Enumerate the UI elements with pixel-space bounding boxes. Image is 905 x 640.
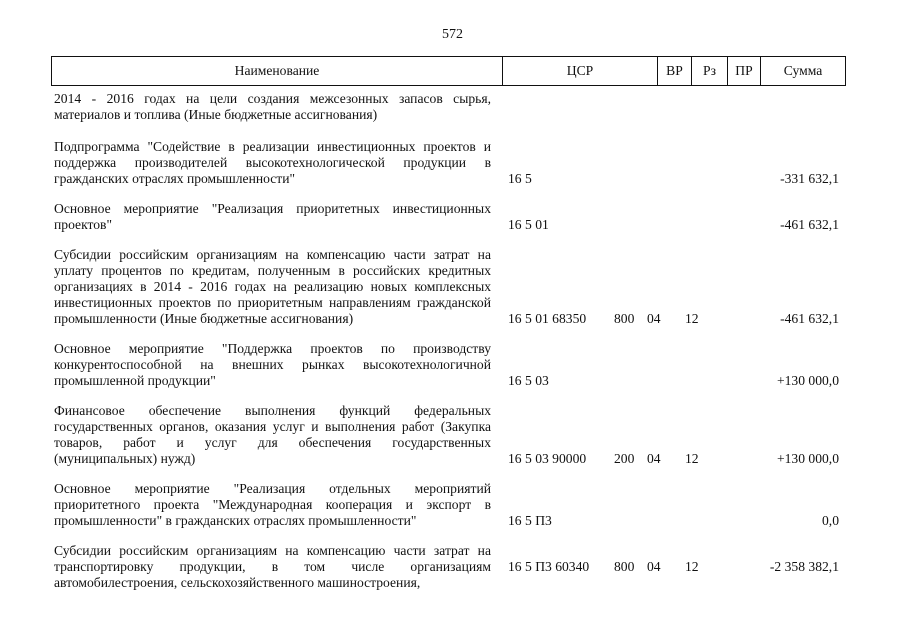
row-sum: -331 632,1 xyxy=(780,171,839,186)
table-body xyxy=(0,91,905,605)
row-name: Основное мероприятие "Поддержка проектов по производству конкурентоспособной на внешних рынках высокотехнологичной промышленной продукции" xyxy=(54,341,491,388)
row-vr: 800 xyxy=(614,311,635,326)
table-row xyxy=(0,91,905,123)
table-row xyxy=(0,139,905,187)
row-rz: 04 xyxy=(647,559,661,574)
row-sum: -461 632,1 xyxy=(780,217,839,232)
row-csr: 16 5 01 xyxy=(508,217,549,232)
header-name: Наименование xyxy=(234,63,320,78)
row-sum: +130 000,0 xyxy=(776,373,839,388)
header-vr: ВР xyxy=(657,57,691,85)
header-pr: ПР xyxy=(727,57,760,85)
row-sum: 0,0 xyxy=(822,513,839,528)
row-sum: -2 358 382,1 xyxy=(769,559,839,574)
row-name: Основное мероприятие "Реализация приоритетных инвестиционных проектов" xyxy=(54,201,491,232)
table-row xyxy=(0,247,905,327)
table-row xyxy=(0,403,905,467)
header-rz: Рз xyxy=(691,57,727,85)
header-sum: Сумма xyxy=(760,57,845,85)
row-vr: 800 xyxy=(614,559,635,574)
row-pr: 12 xyxy=(685,451,699,466)
header-csr: ЦСР xyxy=(502,57,657,85)
row-csr: 16 5 xyxy=(508,171,532,186)
row-csr: 16 5 П3 xyxy=(508,513,552,528)
row-csr: 16 5 03 xyxy=(508,373,549,388)
row-name: Субсидии российским организациям на компенсацию части затрат на транспортировку продукции, в том числе организациям автомобилестроения, сельскохозяйственного машиностроения, xyxy=(54,543,491,590)
table-row xyxy=(0,481,905,529)
row-csr: 16 5 01 68350 xyxy=(508,311,587,326)
row-csr: 16 5 П3 60340 xyxy=(508,559,590,574)
row-name: Финансовое обеспечение выполнения функций федеральных государственных органов, оказания услуг и выполнения работ (Закупка товаров, работ и услуг для обеспечения государственных (муниципальных) нужд) xyxy=(54,403,491,466)
row-rz: 04 xyxy=(647,451,661,466)
row-sum: -461 632,1 xyxy=(780,311,839,326)
row-vr: 200 xyxy=(614,451,635,466)
table-header xyxy=(51,56,846,86)
table-row xyxy=(0,543,905,591)
table-row xyxy=(0,341,905,389)
row-name: 2014 - 2016 годах на цели создания межсезонных запасов сырья, материалов и топлива (Иные бюджетные ассигнования) xyxy=(54,91,491,122)
page-number: 572 xyxy=(442,27,463,42)
row-name: Подпрограмма "Содействие в реализации инвестиционных проектов и поддержка производителей высокотехнологической продукции в гражданских отраслях промышленности" xyxy=(54,139,491,186)
row-name: Субсидии российским организациям на компенсацию части затрат на уплату процентов по кредитам, полученным в российских кредитных организациях в 2014 - 2016 годах на реализацию новых комплексных инвестиционных проектов по приоритетным направлениям гражданской промышленности (Иные бюджетные ассигнования) xyxy=(54,247,491,326)
row-sum: +130 000,0 xyxy=(776,451,839,466)
row-name: Основное мероприятие "Реализация отдельных мероприятий приоритетного проекта "Международная кооперация и экспорт в промышленности" в гражданских отраслях промышленности" xyxy=(54,481,491,528)
row-pr: 12 xyxy=(685,311,699,326)
row-pr: 12 xyxy=(685,559,699,574)
row-csr: 16 5 03 90000 xyxy=(508,451,587,466)
table-row xyxy=(0,201,905,233)
row-rz: 04 xyxy=(647,311,661,326)
